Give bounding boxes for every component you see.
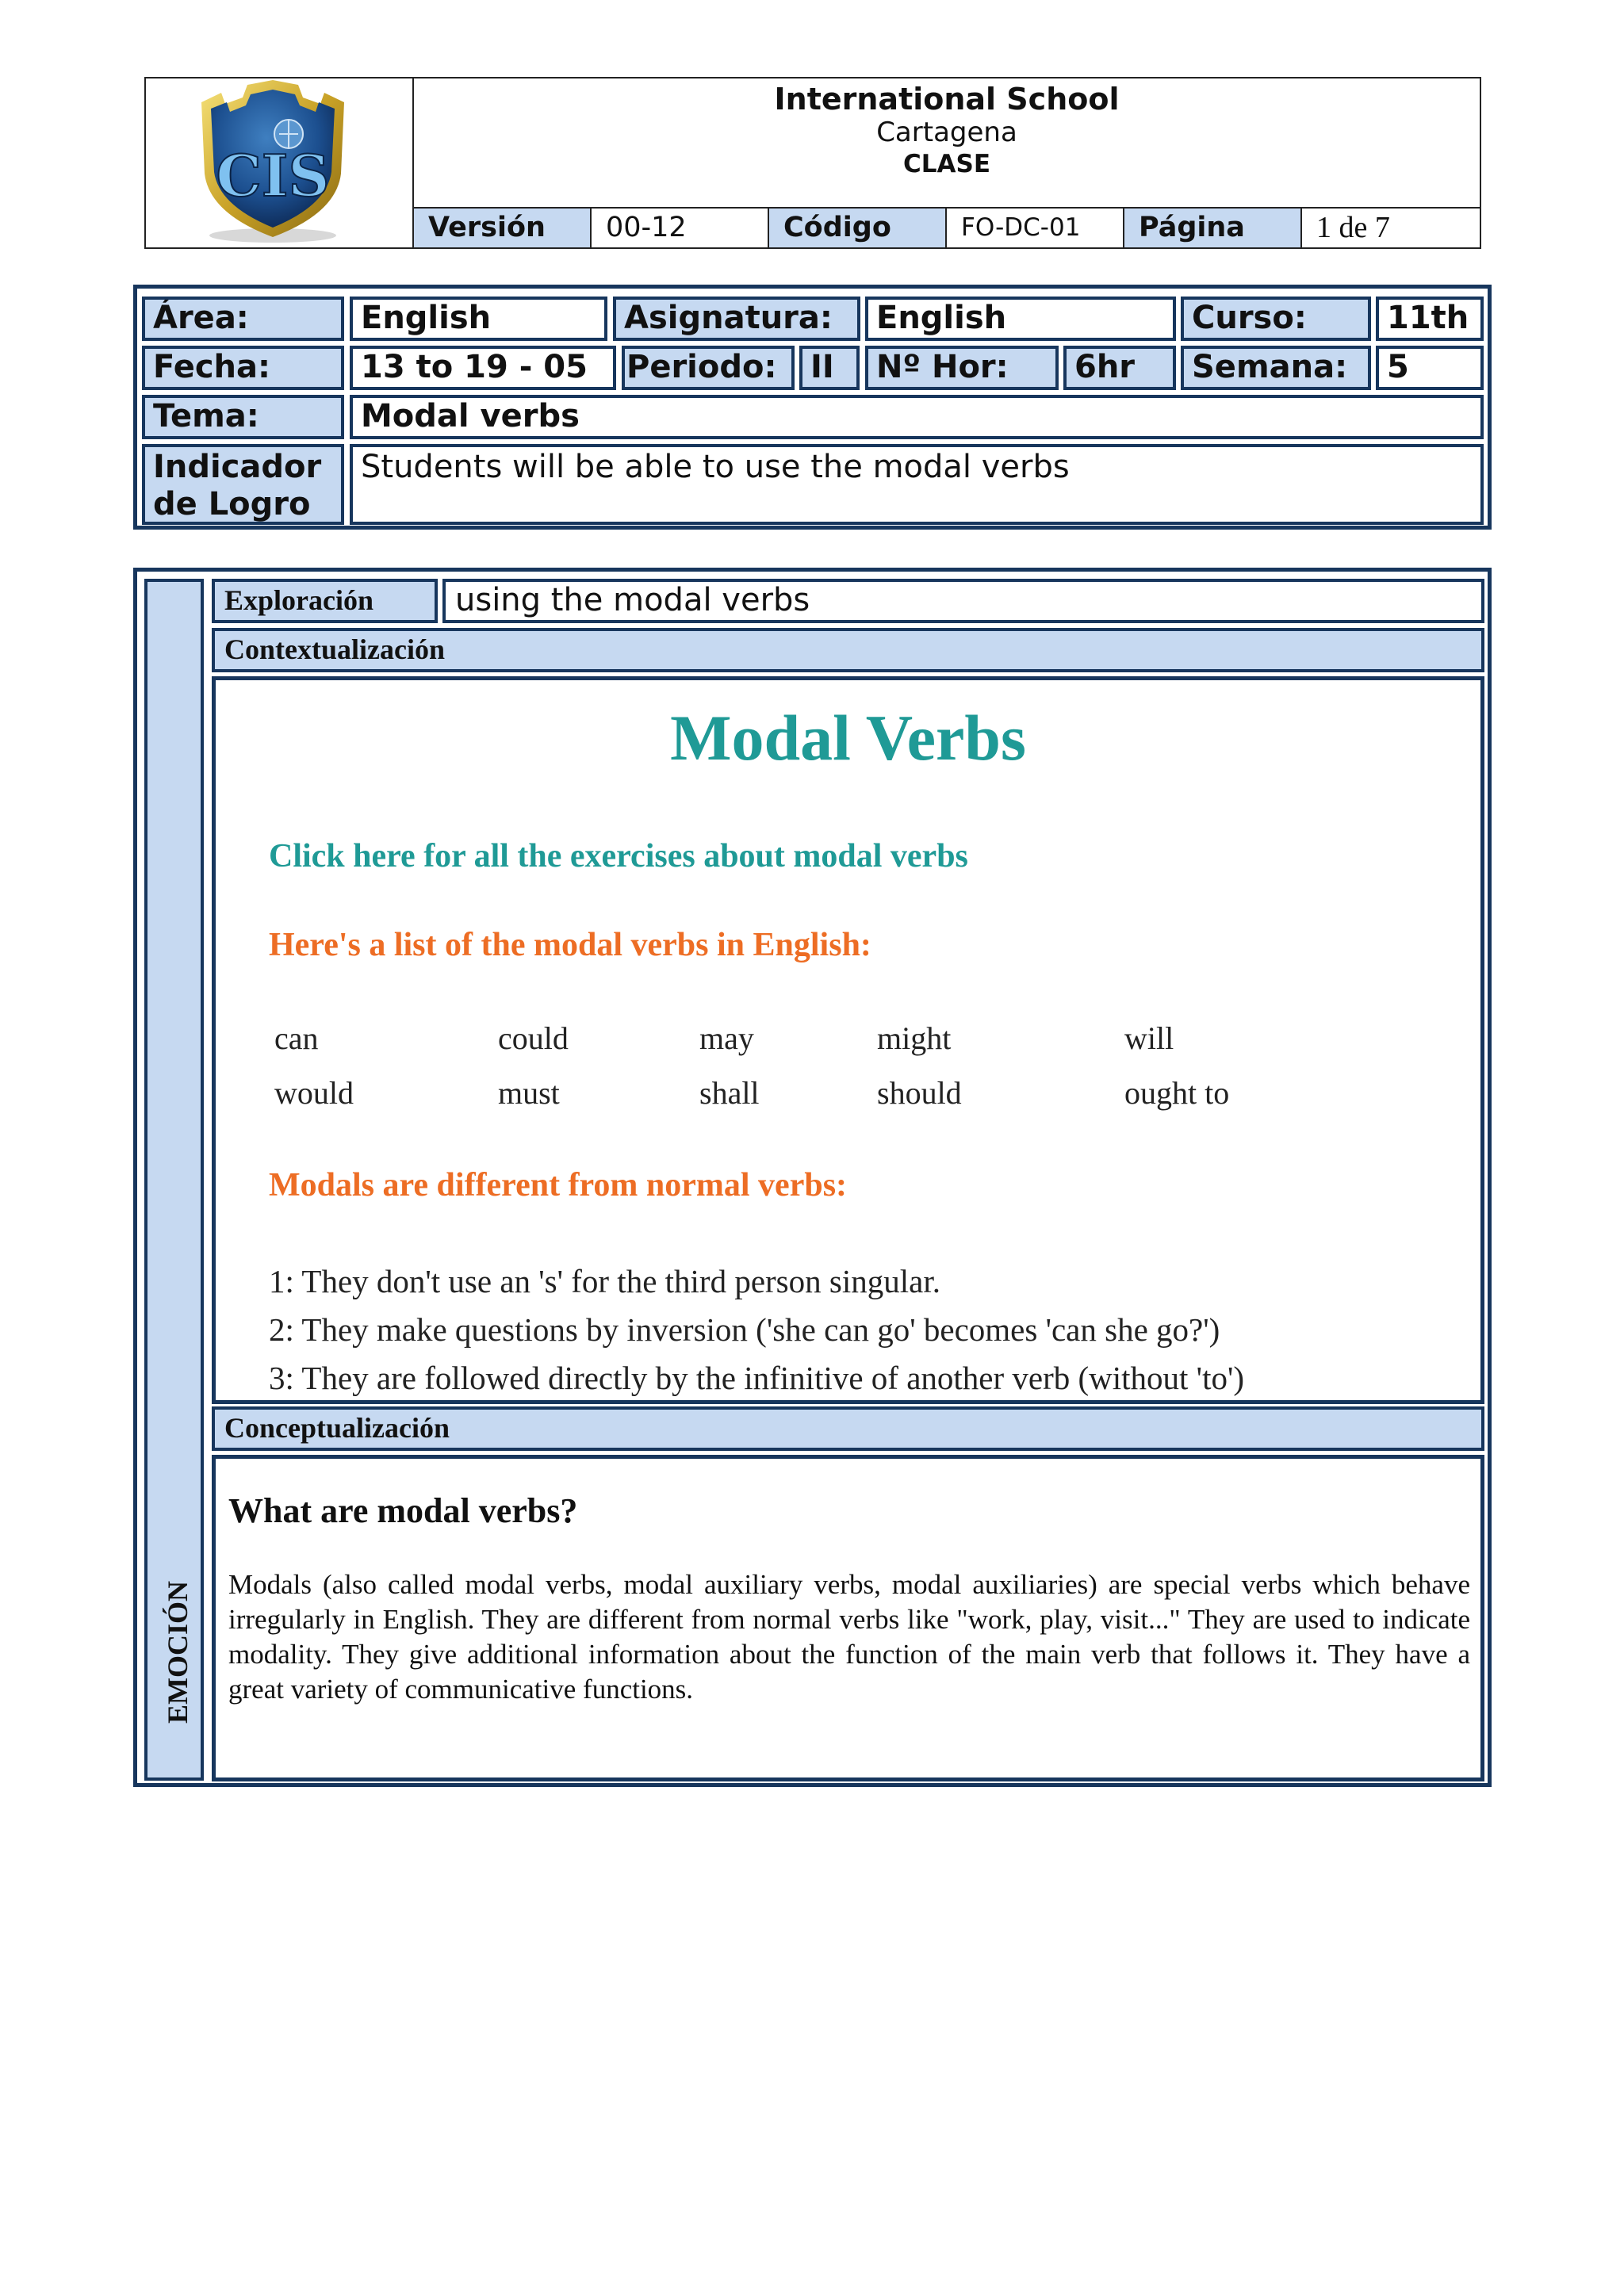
tema-label: Tema:: [142, 395, 344, 439]
pagina-value: 1 de 7: [1316, 211, 1390, 244]
semana-label: Semana:: [1181, 346, 1371, 390]
codigo-label: Código: [769, 209, 947, 247]
concept-heading: What are modal verbs?: [228, 1491, 578, 1530]
diff-heading: Modals are different from normal verbs:: [269, 1167, 848, 1203]
codigo-value: FO-DC-01: [947, 209, 1124, 247]
fecha-label: Fecha:: [142, 346, 344, 390]
tema-value: Modal verbs: [350, 395, 1484, 439]
version-label: Versión: [414, 209, 592, 247]
conceptualizacion-panel: [212, 1455, 1484, 1781]
verb-item: may: [699, 1020, 754, 1056]
verb-item: would: [274, 1075, 354, 1111]
rule-item: 2: They make questions by inversion ('she can go' becomes 'can she go?'): [269, 1311, 1220, 1348]
emocion-label: EMOCIÓN: [161, 1581, 193, 1724]
periodo-label: Periodo:: [622, 346, 795, 390]
area-label: Área:: [142, 297, 344, 341]
verb-item: can: [274, 1020, 319, 1056]
curso-value: 11th: [1376, 297, 1484, 341]
logo-lettering: CIS: [216, 142, 330, 209]
header-title-cell: [414, 78, 1480, 209]
rule-item: 1: They don't use an 's' for the third person singular.: [269, 1263, 940, 1299]
indicador-value: Students will be able to use the modal verbs: [350, 444, 1484, 525]
school-city: Cartagena: [876, 117, 1017, 148]
curso-label: Curso:: [1181, 297, 1371, 341]
indicador-label: [142, 444, 344, 525]
asignatura-label: Asignatura:: [613, 297, 860, 341]
conceptualizacion-label: Conceptualización: [212, 1406, 1484, 1451]
exercises-link[interactable]: Click here for all the exercises about modal verbs: [269, 838, 968, 874]
rule-item: 3: They are followed directly by the infinitive of another verb (without 'to'): [269, 1360, 1244, 1396]
semana-value: 5: [1376, 346, 1484, 390]
modal-verbs-title: Modal Verbs: [670, 702, 1026, 774]
exploracion-value: using the modal verbs: [442, 579, 1484, 623]
fecha-value: 13 to 19 - 05: [350, 346, 616, 390]
class-info-table: [133, 285, 1492, 530]
emocion-label-wrap: [147, 1549, 207, 1755]
concept-paragraph: Modals (also called modal verbs, modal auxiliary verbs, modal auxiliaries) are special verbs which behave irregularly in English. They are different from normal verbs like "work, play, visit..." They are used to indicate modality. They give additional information about the function of the main verb that follows it. They have a great variety of communicative functions.: [228, 1569, 1470, 1705]
hor-value: 6hr: [1063, 346, 1176, 390]
verb-item: should: [877, 1075, 962, 1111]
pagina-label: Página: [1124, 209, 1302, 247]
document-header: [144, 77, 1481, 249]
contextualizacion-panel: [212, 676, 1484, 1404]
verb-item: shall: [699, 1075, 760, 1111]
area-value: English: [350, 297, 607, 341]
verb-item: will: [1124, 1020, 1174, 1056]
hor-label: Nº Hor:: [865, 346, 1059, 390]
verb-item: could: [498, 1020, 569, 1056]
emocion-sidebar: [144, 579, 204, 1781]
indicador-label-line1: Indicador: [153, 449, 322, 485]
exploracion-label: Exploración: [212, 579, 438, 623]
lesson-section: [133, 568, 1492, 1787]
verb-item: ought to: [1124, 1075, 1230, 1111]
verb-item: might: [877, 1020, 952, 1056]
periodo-value: II: [799, 346, 860, 390]
list-heading: Here's a list of the modal verbs in English:: [269, 927, 871, 963]
document-type: CLASE: [903, 150, 990, 178]
contextualizacion-label: Contextualización: [212, 628, 1484, 672]
school-name: International School: [774, 82, 1120, 117]
indicador-label-line2: de Logro: [153, 486, 311, 522]
version-value: 00-12: [592, 209, 769, 247]
verb-item: must: [498, 1075, 560, 1111]
asignatura-value: English: [865, 297, 1176, 341]
school-logo: [146, 78, 414, 247]
logo-cell: [146, 78, 414, 247]
